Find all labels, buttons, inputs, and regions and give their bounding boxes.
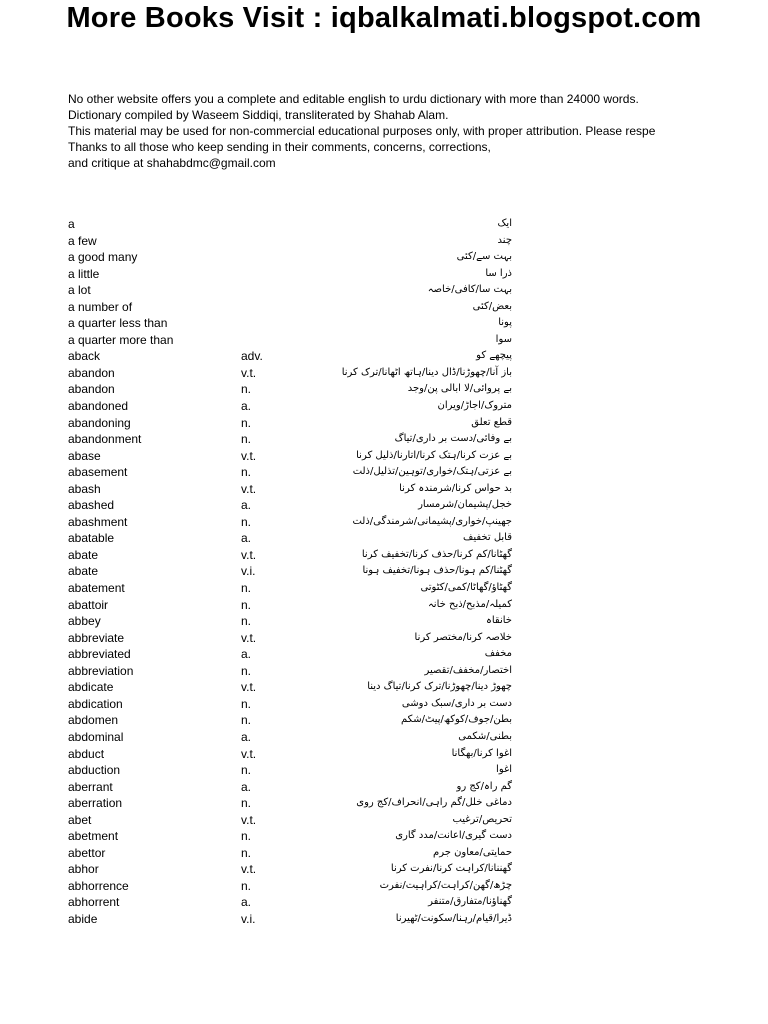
english-word: abashed [68, 498, 115, 513]
urdu-meaning: اغوا کرنا/بھگانا [451, 747, 512, 759]
urdu-meaning: بہت سے/کئی [456, 251, 512, 263]
part-of-speech: n. [241, 713, 252, 728]
urdu-meaning: اغوا [496, 764, 512, 776]
dictionary-entry [68, 894, 768, 911]
english-word: abdominal [68, 729, 124, 744]
dictionary-entry [68, 911, 768, 928]
intro-line: Thanks to all those who keep sending in their comments, concerns, corrections, [68, 140, 491, 154]
english-word: abbreviated [68, 647, 131, 662]
urdu-meaning: کمیلہ/مذبح/ذبح خانہ [427, 598, 512, 610]
urdu-meaning: گھٹنا/کم ہونا/حذف ہونا/تخفیف ہونا [362, 565, 512, 577]
intro-line: and critique at shahabdmc@gmail.com [68, 156, 276, 170]
part-of-speech: v.t. [241, 547, 257, 562]
dictionary-entry [68, 762, 768, 779]
english-word: abash [68, 481, 101, 496]
urdu-meaning: تحریص/ترغیب [452, 813, 512, 825]
part-of-speech: v.t. [241, 481, 257, 496]
part-of-speech: a. [241, 531, 252, 546]
urdu-meaning: مخفف [484, 648, 512, 660]
dictionary-entry [68, 712, 768, 729]
urdu-meaning: بے عزت کرنا/ہتک کرنا/اتارنا/ذلیل کرنا [356, 449, 512, 461]
dictionary-entry [68, 365, 768, 382]
part-of-speech: a. [241, 729, 252, 744]
part-of-speech: n. [241, 796, 252, 811]
intro-line: No other website offers you a complete and editable english to urdu dictionary with more than 24000 words. [68, 92, 639, 106]
urdu-meaning: بعض/کئی [472, 300, 512, 312]
english-word: abandon [68, 365, 115, 380]
urdu-meaning: جھینپ/خواری/پشیمانی/شرمندگی/ذلت [352, 515, 512, 527]
part-of-speech: n. [241, 465, 252, 480]
part-of-speech: n. [241, 878, 252, 893]
part-of-speech: adv. [241, 349, 263, 364]
english-word: abet [68, 812, 92, 827]
english-word: abbreviate [68, 630, 125, 645]
part-of-speech: a. [241, 498, 252, 513]
urdu-meaning: چند [497, 234, 512, 246]
english-word: abandoned [68, 399, 129, 414]
english-word: abbreviation [68, 663, 134, 678]
english-word: a little [68, 266, 100, 281]
part-of-speech: n. [241, 763, 252, 778]
dictionary-entry [68, 597, 768, 614]
dictionary-entry [68, 746, 768, 763]
part-of-speech: v.t. [241, 680, 257, 695]
dictionary-entry [68, 845, 768, 862]
urdu-meaning: بے پروائی/لا ابالی پن/وجد [407, 383, 512, 395]
part-of-speech: a. [241, 399, 252, 414]
urdu-meaning: خانقاہ [486, 615, 512, 627]
dictionary-entry [68, 299, 768, 316]
part-of-speech: v.t. [241, 630, 257, 645]
dictionary-entry [68, 233, 768, 250]
urdu-meaning: دست گیری/اعانت/مدد گاری [395, 830, 512, 842]
dictionary-entry [68, 497, 768, 514]
part-of-speech: n. [241, 614, 252, 629]
part-of-speech: n. [241, 581, 252, 596]
dictionary-entry [68, 646, 768, 663]
english-word: abhorrence [68, 878, 129, 893]
part-of-speech: n. [241, 845, 252, 860]
urdu-meaning: گھننانا/کراہت کرنا/نفرت کرنا [390, 863, 512, 875]
english-word: aberration [68, 796, 123, 811]
part-of-speech: n. [241, 514, 252, 529]
english-word: abate [68, 564, 99, 579]
english-word: abduct [68, 746, 105, 761]
dictionary-entry [68, 448, 768, 465]
english-word: abetment [68, 829, 119, 844]
urdu-meaning: قطع تعلق [471, 416, 512, 428]
dictionary-entry [68, 663, 768, 680]
dictionary-entry [68, 216, 768, 233]
urdu-meaning: پیچھے کو [476, 350, 512, 362]
urdu-meaning: بے وفائی/دست بر داری/تیاگ [394, 433, 512, 445]
part-of-speech: n. [241, 829, 252, 844]
english-word: abasement [68, 465, 128, 480]
english-word: a [68, 217, 75, 231]
part-of-speech: n. [241, 382, 252, 397]
english-word: abattoir [68, 597, 109, 612]
english-word: abate [68, 547, 99, 562]
english-word: aberrant [68, 779, 113, 794]
dictionary-entry [68, 547, 768, 564]
english-word: a quarter less than [68, 316, 168, 331]
part-of-speech: a. [241, 647, 252, 662]
dictionary-entry [68, 249, 768, 266]
english-word: aback [68, 349, 101, 364]
urdu-meaning: بطن/جوف/کوکھ/پیٹ/شکم [401, 714, 512, 726]
dictionary-entry [68, 398, 768, 415]
english-word: abatable [68, 531, 115, 546]
urdu-meaning: ایک [497, 218, 512, 229]
part-of-speech: v.t. [241, 812, 257, 827]
english-word: abettor [68, 845, 106, 860]
english-word: abandoning [68, 415, 131, 430]
dictionary-entry [68, 679, 768, 696]
english-word: abashment [68, 514, 128, 529]
urdu-meaning: بد حواس کرنا/شرمندہ کرنا [399, 482, 512, 494]
part-of-speech: n. [241, 432, 252, 447]
english-word: abdomen [68, 713, 119, 728]
urdu-meaning: متروک/اجاڑ/ویران [437, 400, 512, 412]
english-word: a quarter more than [68, 332, 174, 347]
english-word: abhor [68, 862, 99, 877]
page-title: More Books Visit : iqbalkalmati.blogspot.com [66, 2, 702, 34]
part-of-speech: v.t. [241, 448, 257, 463]
dictionary-entry [68, 696, 768, 713]
urdu-meaning: ذرا سا [485, 267, 512, 279]
dictionary-entry [68, 580, 768, 597]
english-word: abase [68, 448, 101, 463]
part-of-speech: v.t. [241, 365, 257, 380]
dictionary-entry [68, 282, 768, 299]
urdu-meaning: بے عزتی/ہتک/خواری/توہین/تذلیل/ذلت [352, 466, 512, 478]
dictionary-entry [68, 530, 768, 547]
dictionary-entry [68, 563, 768, 580]
urdu-meaning: دماغی خلل/گم راہی/انحراف/کج روی [356, 797, 512, 809]
urdu-meaning: بہت سا/کافی/خاصہ [427, 284, 512, 296]
dictionary-list [68, 216, 768, 928]
urdu-meaning: دست بر داری/سبک دوشی [401, 697, 512, 709]
urdu-meaning: حمایتی/معاون جرم [433, 846, 512, 858]
part-of-speech: v.t. [241, 746, 257, 761]
dictionary-entry [68, 348, 768, 365]
part-of-speech: n. [241, 597, 252, 612]
urdu-meaning: چھوڑ دینا/چھوڑنا/ترک کرنا/تیاگ دینا [367, 681, 512, 693]
part-of-speech: v.i. [241, 564, 256, 579]
urdu-meaning: اختصار/مخفف/تقصیر [424, 664, 512, 676]
dictionary-entry [68, 878, 768, 895]
dictionary-entry [68, 779, 768, 796]
part-of-speech: a. [241, 779, 252, 794]
urdu-meaning: قابل تخفیف [462, 532, 512, 544]
urdu-meaning: خجل/پشیمان/شرمسار [418, 499, 512, 511]
urdu-meaning: گھناؤنا/متفارق/متنفر [428, 896, 512, 908]
urdu-meaning: چڑھ/گھن/کراہت/کراہیت/نفرت [379, 879, 512, 891]
english-word: abatement [68, 581, 125, 596]
intro-line: This material may be used for non-commercial educational purposes only, with proper attribution. Please respe [68, 124, 656, 138]
urdu-meaning: باز آنا/چھوڑنا/ڈال دینا/ہاتھ اٹھانا/ترک کرنا [341, 366, 512, 378]
english-word: abandonment [68, 432, 142, 447]
dictionary-entry [68, 828, 768, 845]
urdu-meaning: گم راہ/کج رو [456, 780, 512, 792]
dictionary-entry [68, 514, 768, 531]
dictionary-entry [68, 613, 768, 630]
english-word: abide [68, 911, 98, 926]
english-word: a lot [68, 283, 91, 298]
english-word: a few [68, 233, 97, 248]
english-word: abduction [68, 763, 121, 778]
dictionary-entry [68, 729, 768, 746]
english-word: abbey [68, 614, 101, 629]
dictionary-entry [68, 481, 768, 498]
dictionary-entry [68, 795, 768, 812]
dictionary-entry [68, 630, 768, 647]
part-of-speech: n. [241, 415, 252, 430]
part-of-speech: a. [241, 895, 252, 910]
urdu-meaning: گھٹاؤ/گھاٹا/کمی/کٹوتی [420, 582, 512, 594]
intro-line: Dictionary compiled by Waseem Siddiqi, transliterated by Shahab Alam. [68, 108, 449, 122]
urdu-meaning: ڈیرا/قیام/رہنا/سکونت/ٹھیرنا [395, 912, 512, 924]
part-of-speech: n. [241, 696, 252, 711]
english-word: abhorrent [68, 895, 120, 910]
urdu-meaning: خلاصہ کرنا/مختصر کرنا [414, 631, 512, 643]
dictionary-entry [68, 812, 768, 829]
intro-text [68, 91, 758, 171]
dictionary-entry [68, 381, 768, 398]
dictionary-entry [68, 415, 768, 432]
urdu-meaning: بطنی/شکمی [458, 730, 512, 742]
urdu-meaning: سوا [495, 333, 512, 345]
english-word: abdication [68, 696, 123, 711]
dictionary-entry [68, 332, 768, 349]
english-word: abdicate [68, 680, 114, 695]
urdu-meaning: گھٹانا/کم کرنا/حذف کرنا/تخفیف کرنا [361, 548, 512, 560]
dictionary-entry [68, 315, 768, 332]
dictionary-entry [68, 464, 768, 481]
urdu-meaning: پونا [498, 317, 512, 329]
part-of-speech: v.t. [241, 862, 257, 877]
english-word: abandon [68, 382, 115, 397]
dictionary-entry [68, 861, 768, 878]
part-of-speech: n. [241, 663, 252, 678]
english-word: a good many [68, 250, 138, 265]
part-of-speech: v.i. [241, 911, 256, 926]
dictionary-entry [68, 431, 768, 448]
english-word: a number of [68, 299, 133, 314]
dictionary-entry [68, 266, 768, 283]
